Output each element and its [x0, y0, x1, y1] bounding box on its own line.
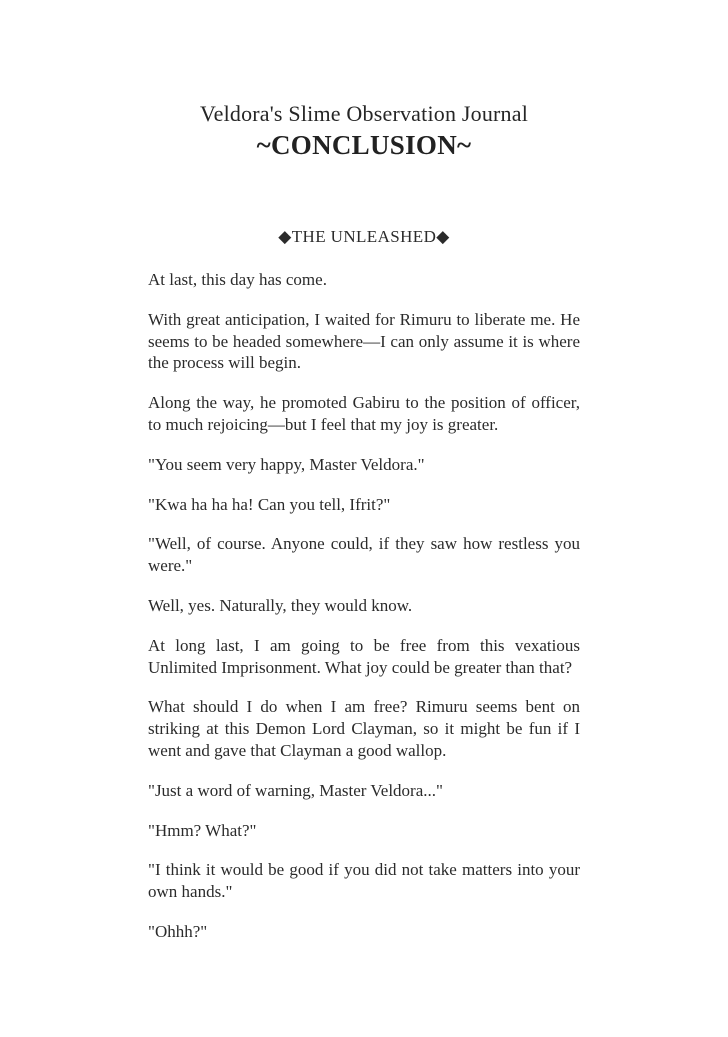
- page-title: Veldora's Slime Observation Journal: [199, 101, 529, 126]
- paragraph: "Ohhh?": [148, 921, 208, 941]
- paragraph: "Hmm? What?": [148, 820, 257, 840]
- page-subtitle: ~CONCLUSION~: [256, 130, 472, 160]
- paragraph: "You seem very happy, Master Veldora.": [148, 454, 425, 474]
- paragraph: Well, yes. Naturally, they would know.: [148, 595, 413, 615]
- section-heading: ◆THE UNLEASHED◆: [278, 227, 450, 246]
- paragraph: What should I do when I am free? Rimuru seems bent on striking at this Demon Lord Clayman, so it might be fun if I went and gave that Clayman a good wallop.: [148, 697, 580, 760]
- paragraph: At last, this day has come.: [148, 270, 327, 289]
- body-text: [148, 269, 580, 943]
- paragraph: "I think it would be good if you did not take matters into your own hands.": [148, 860, 580, 902]
- paragraph: "Kwa ha ha ha! Can you tell, Ifrit?": [148, 494, 391, 514]
- paragraph: With great anticipation, I waited for Rimuru to liberate me. He seems to be headed somewhere—I can only assume it is where the process will begin.: [148, 309, 580, 373]
- paragraph: "Well, of course. Anyone could, if they saw how restless you were.": [148, 534, 580, 576]
- paragraph: "Just a word of warning, Master Veldora...": [148, 780, 443, 800]
- paragraph: At long last, I am going to be free from this vexatious Unlimited Imprisonment. What joy could be greater than that?: [148, 635, 580, 677]
- paragraph: Along the way, he promoted Gabiru to the position of officer, to much rejoicing—but I feel that my joy is greater.: [148, 393, 580, 434]
